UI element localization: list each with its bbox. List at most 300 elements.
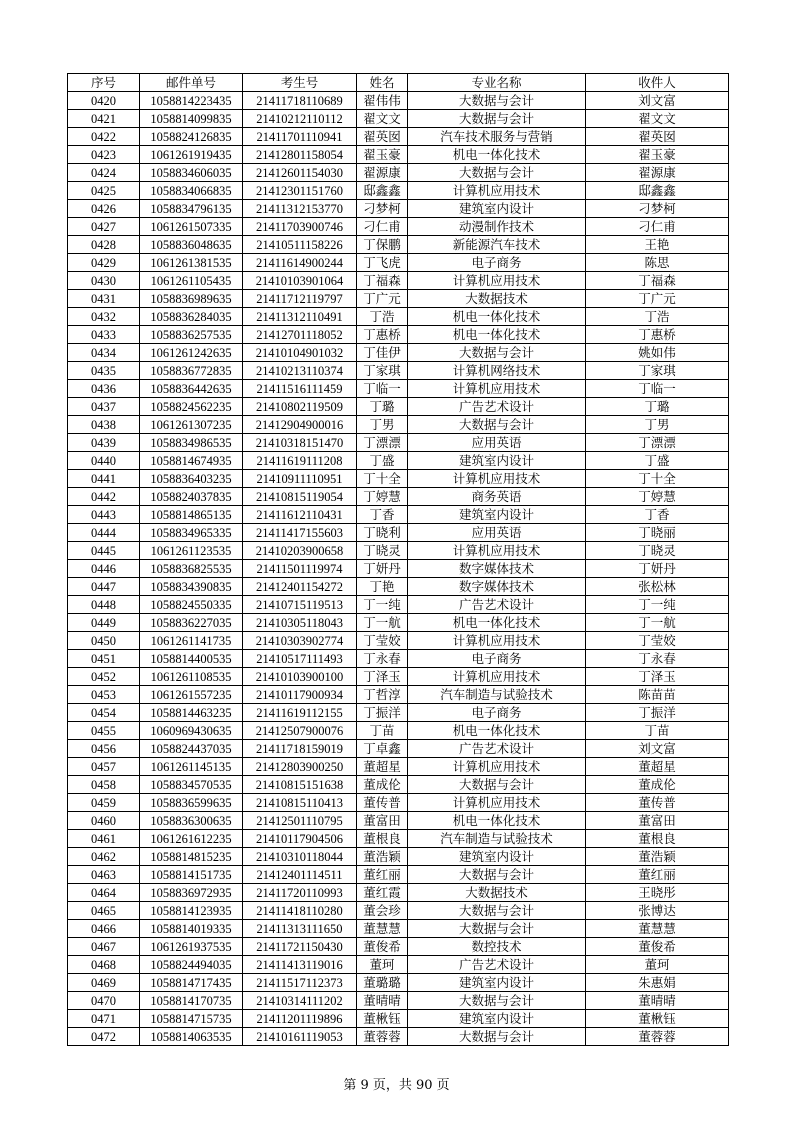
cell-name: 丁婷慧 xyxy=(357,488,408,506)
cell-recipient: 丁莹姣 xyxy=(586,632,729,650)
cell-mail-number: 1061261105435 xyxy=(140,272,243,290)
cell-mail-number: 1058836048635 xyxy=(140,236,243,254)
cell-mail-number: 1061261937535 xyxy=(140,938,243,956)
cell-name: 丁妍丹 xyxy=(357,560,408,578)
cell-name: 董超星 xyxy=(357,758,408,776)
cell-major: 计算机应用技术 xyxy=(408,380,586,398)
table-row xyxy=(68,974,729,992)
cell-serial: 0471 xyxy=(68,1010,140,1028)
cell-mail-number: 1058836599635 xyxy=(140,794,243,812)
cell-name: 翟源康 xyxy=(357,164,408,182)
cell-name: 丁艳 xyxy=(357,578,408,596)
cell-mail-number: 1058824126835 xyxy=(140,128,243,146)
table-row xyxy=(68,866,729,884)
cell-name: 董传普 xyxy=(357,794,408,812)
cell-exam-number: 21410815119054 xyxy=(243,488,357,506)
cell-mail-number: 1058834986535 xyxy=(140,434,243,452)
cell-exam-number: 21410303902774 xyxy=(243,632,357,650)
cell-serial: 0450 xyxy=(68,632,140,650)
cell-name: 刁梦柯 xyxy=(357,200,408,218)
cell-exam-number: 21410103900100 xyxy=(243,668,357,686)
cell-name: 董红霞 xyxy=(357,884,408,902)
cell-exam-number: 21412803900250 xyxy=(243,758,357,776)
cell-serial: 0440 xyxy=(68,452,140,470)
cell-exam-number: 21411619112155 xyxy=(243,704,357,722)
cell-serial: 0443 xyxy=(68,506,140,524)
header-major: 专业名称 xyxy=(408,74,586,92)
cell-mail-number: 1058836442635 xyxy=(140,380,243,398)
cell-major: 广告艺术设计 xyxy=(408,596,586,614)
cell-recipient: 董蓉蓉 xyxy=(586,1028,729,1046)
table-row xyxy=(68,200,729,218)
cell-exam-number: 21410103901064 xyxy=(243,272,357,290)
cell-mail-number: 1058836300635 xyxy=(140,812,243,830)
table-row xyxy=(68,398,729,416)
cell-exam-number: 21410815110413 xyxy=(243,794,357,812)
cell-major: 机电一体化技术 xyxy=(408,308,586,326)
cell-exam-number: 21411201119896 xyxy=(243,1010,357,1028)
cell-mail-number: 1058834570535 xyxy=(140,776,243,794)
cell-mail-number: 1060969430635 xyxy=(140,722,243,740)
cell-exam-number: 21412501110795 xyxy=(243,812,357,830)
header-exam-number: 考生号 xyxy=(243,74,357,92)
cell-serial: 0444 xyxy=(68,524,140,542)
table-row xyxy=(68,434,729,452)
cell-exam-number: 21411721150430 xyxy=(243,938,357,956)
cell-exam-number: 21410802119509 xyxy=(243,398,357,416)
cell-mail-number: 1061261145135 xyxy=(140,758,243,776)
cell-recipient: 刘文富 xyxy=(586,740,729,758)
table-row xyxy=(68,308,729,326)
cell-major: 大数据与会计 xyxy=(408,164,586,182)
cell-major: 商务英语 xyxy=(408,488,586,506)
cell-major: 大数据与会计 xyxy=(408,902,586,920)
cell-serial: 0433 xyxy=(68,326,140,344)
cell-name: 丁永春 xyxy=(357,650,408,668)
table-row xyxy=(68,236,729,254)
cell-major: 建筑室内设计 xyxy=(408,1010,586,1028)
cell-major: 汽车制造与试验技术 xyxy=(408,686,586,704)
cell-recipient: 丁妍丹 xyxy=(586,560,729,578)
cell-recipient: 张松林 xyxy=(586,578,729,596)
table-row xyxy=(68,938,729,956)
cell-name: 董楸钰 xyxy=(357,1010,408,1028)
cell-mail-number: 1058836772835 xyxy=(140,362,243,380)
cell-mail-number: 1058834606035 xyxy=(140,164,243,182)
cell-major: 广告艺术设计 xyxy=(408,398,586,416)
cell-exam-number: 21410310118044 xyxy=(243,848,357,866)
cell-recipient: 董红丽 xyxy=(586,866,729,884)
cell-exam-number: 21411703900746 xyxy=(243,218,357,236)
table-row xyxy=(68,416,729,434)
cell-mail-number: 1058814063535 xyxy=(140,1028,243,1046)
cell-name: 董富田 xyxy=(357,812,408,830)
cell-major: 大数据技术 xyxy=(408,290,586,308)
cell-exam-number: 21410517111493 xyxy=(243,650,357,668)
cell-mail-number: 1058814674935 xyxy=(140,452,243,470)
cell-mail-number: 1058814019335 xyxy=(140,920,243,938)
cell-recipient: 丁苗 xyxy=(586,722,729,740)
cell-exam-number: 21411612110431 xyxy=(243,506,357,524)
cell-exam-number: 21410212110112 xyxy=(243,110,357,128)
cell-exam-number: 21411718110689 xyxy=(243,92,357,110)
table-row xyxy=(68,506,729,524)
cell-major: 大数据与会计 xyxy=(408,92,586,110)
cell-serial: 0430 xyxy=(68,272,140,290)
cell-exam-number: 21410911110951 xyxy=(243,470,357,488)
cell-name: 董慧慧 xyxy=(357,920,408,938)
cell-recipient: 丁广元 xyxy=(586,290,729,308)
table-row xyxy=(68,704,729,722)
cell-recipient: 董富田 xyxy=(586,812,729,830)
cell-exam-number: 21411313111650 xyxy=(243,920,357,938)
cell-major: 计算机应用技术 xyxy=(408,542,586,560)
table-row xyxy=(68,560,729,578)
table-row xyxy=(68,902,729,920)
cell-name: 董俊希 xyxy=(357,938,408,956)
cell-serial: 0453 xyxy=(68,686,140,704)
cell-mail-number: 1058814815235 xyxy=(140,848,243,866)
cell-mail-number: 1061261919435 xyxy=(140,146,243,164)
table-row xyxy=(68,812,729,830)
cell-recipient: 翟英囡 xyxy=(586,128,729,146)
cell-serial: 0449 xyxy=(68,614,140,632)
cell-serial: 0467 xyxy=(68,938,140,956)
cell-exam-number: 21410213110374 xyxy=(243,362,357,380)
cell-serial: 0468 xyxy=(68,956,140,974)
cell-exam-number: 21410318151470 xyxy=(243,434,357,452)
cell-recipient: 丁惠桥 xyxy=(586,326,729,344)
cell-serial: 0442 xyxy=(68,488,140,506)
cell-mail-number: 1058814099835 xyxy=(140,110,243,128)
cell-exam-number: 21412801158054 xyxy=(243,146,357,164)
cell-serial: 0459 xyxy=(68,794,140,812)
cell-name: 丁晓灵 xyxy=(357,542,408,560)
table-row xyxy=(68,992,729,1010)
cell-exam-number: 21411517112373 xyxy=(243,974,357,992)
header-name: 姓名 xyxy=(357,74,408,92)
cell-exam-number: 21410117904506 xyxy=(243,830,357,848)
cell-mail-number: 1058814170735 xyxy=(140,992,243,1010)
cell-major: 数字媒体技术 xyxy=(408,578,586,596)
cell-name: 丁振洋 xyxy=(357,704,408,722)
cell-serial: 0460 xyxy=(68,812,140,830)
cell-mail-number: 1061261612235 xyxy=(140,830,243,848)
cell-exam-number: 21411413119016 xyxy=(243,956,357,974)
cell-serial: 0446 xyxy=(68,560,140,578)
cell-name: 丁卓鑫 xyxy=(357,740,408,758)
table-row xyxy=(68,470,729,488)
cell-major: 大数据与会计 xyxy=(408,992,586,1010)
cell-recipient: 刁仁甫 xyxy=(586,218,729,236)
cell-serial: 0461 xyxy=(68,830,140,848)
cell-serial: 0432 xyxy=(68,308,140,326)
cell-name: 翟玉豪 xyxy=(357,146,408,164)
cell-mail-number: 1058834965335 xyxy=(140,524,243,542)
cell-name: 丁莹姣 xyxy=(357,632,408,650)
cell-name: 董会珍 xyxy=(357,902,408,920)
cell-recipient: 丁十全 xyxy=(586,470,729,488)
cell-recipient: 丁一航 xyxy=(586,614,729,632)
cell-major: 计算机应用技术 xyxy=(408,182,586,200)
cell-serial: 0423 xyxy=(68,146,140,164)
cell-recipient: 陈苗苗 xyxy=(586,686,729,704)
cell-recipient: 丁浩 xyxy=(586,308,729,326)
cell-recipient: 丁一纯 xyxy=(586,596,729,614)
table-row xyxy=(68,578,729,596)
cell-serial: 0441 xyxy=(68,470,140,488)
cell-name: 丁飞虎 xyxy=(357,254,408,272)
cell-recipient: 王晓彤 xyxy=(586,884,729,902)
cell-exam-number: 21410104901032 xyxy=(243,344,357,362)
cell-mail-number: 1058836284035 xyxy=(140,308,243,326)
cell-major: 计算机应用技术 xyxy=(408,272,586,290)
cell-recipient: 丁永春 xyxy=(586,650,729,668)
cell-recipient: 刁梦柯 xyxy=(586,200,729,218)
cell-mail-number: 1058814400535 xyxy=(140,650,243,668)
cell-recipient: 朱惠娟 xyxy=(586,974,729,992)
cell-mail-number: 1058814715735 xyxy=(140,1010,243,1028)
cell-mail-number: 1058824550335 xyxy=(140,596,243,614)
cell-major: 大数据与会计 xyxy=(408,344,586,362)
cell-major: 数字媒体技术 xyxy=(408,560,586,578)
cell-serial: 0470 xyxy=(68,992,140,1010)
table-row xyxy=(68,632,729,650)
cell-name: 丁佳伊 xyxy=(357,344,408,362)
cell-mail-number: 1058836257535 xyxy=(140,326,243,344)
cell-major: 电子商务 xyxy=(408,650,586,668)
cell-name: 丁一纯 xyxy=(357,596,408,614)
cell-name: 董珂 xyxy=(357,956,408,974)
cell-name: 董蓉蓉 xyxy=(357,1028,408,1046)
cell-name: 翟英囡 xyxy=(357,128,408,146)
table-row xyxy=(68,668,729,686)
cell-mail-number: 1058836825535 xyxy=(140,560,243,578)
cell-major: 大数据与会计 xyxy=(408,1028,586,1046)
cell-recipient: 刘文富 xyxy=(586,92,729,110)
cell-serial: 0448 xyxy=(68,596,140,614)
table-row xyxy=(68,146,729,164)
table-row xyxy=(68,272,729,290)
cell-name: 丁保鹏 xyxy=(357,236,408,254)
table-row xyxy=(68,884,729,902)
cell-recipient: 董俊希 xyxy=(586,938,729,956)
table-row xyxy=(68,848,729,866)
table-row xyxy=(68,326,729,344)
cell-recipient: 丁盛 xyxy=(586,452,729,470)
cell-recipient: 董浩颖 xyxy=(586,848,729,866)
cell-serial: 0447 xyxy=(68,578,140,596)
cell-recipient: 丁家琪 xyxy=(586,362,729,380)
cell-major: 大数据与会计 xyxy=(408,110,586,128)
cell-mail-number: 1058836227035 xyxy=(140,614,243,632)
cell-mail-number: 1061261141735 xyxy=(140,632,243,650)
cell-recipient: 丁福森 xyxy=(586,272,729,290)
table-row xyxy=(68,776,729,794)
cell-serial: 0451 xyxy=(68,650,140,668)
cell-mail-number: 1061261381535 xyxy=(140,254,243,272)
cell-name: 丁璐 xyxy=(357,398,408,416)
cell-major: 电子商务 xyxy=(408,704,586,722)
cell-recipient: 翟玉豪 xyxy=(586,146,729,164)
cell-major: 大数据与会计 xyxy=(408,920,586,938)
cell-serial: 0445 xyxy=(68,542,140,560)
cell-mail-number: 1058814717435 xyxy=(140,974,243,992)
cell-name: 丁漂漂 xyxy=(357,434,408,452)
cell-exam-number: 21411417155603 xyxy=(243,524,357,542)
table-row xyxy=(68,722,729,740)
cell-name: 丁哲淳 xyxy=(357,686,408,704)
cell-serial: 0428 xyxy=(68,236,140,254)
cell-major: 建筑室内设计 xyxy=(408,200,586,218)
cell-recipient: 翟文文 xyxy=(586,110,729,128)
cell-major: 建筑室内设计 xyxy=(408,974,586,992)
table-row xyxy=(68,110,729,128)
cell-mail-number: 1058824494035 xyxy=(140,956,243,974)
cell-serial: 0435 xyxy=(68,362,140,380)
cell-recipient: 张博达 xyxy=(586,902,729,920)
cell-name: 董根良 xyxy=(357,830,408,848)
cell-exam-number: 21410161119053 xyxy=(243,1028,357,1046)
cell-mail-number: 1061261123535 xyxy=(140,542,243,560)
cell-major: 计算机应用技术 xyxy=(408,668,586,686)
cell-major: 建筑室内设计 xyxy=(408,452,586,470)
cell-recipient: 丁香 xyxy=(586,506,729,524)
cell-name: 董红丽 xyxy=(357,866,408,884)
table-row xyxy=(68,1028,729,1046)
cell-name: 刁仁甫 xyxy=(357,218,408,236)
cell-name: 丁盛 xyxy=(357,452,408,470)
cell-serial: 0458 xyxy=(68,776,140,794)
cell-serial: 0456 xyxy=(68,740,140,758)
mailing-table xyxy=(67,73,729,1046)
cell-name: 丁家琪 xyxy=(357,362,408,380)
table-row xyxy=(68,614,729,632)
cell-recipient: 董传普 xyxy=(586,794,729,812)
cell-mail-number: 1058814865135 xyxy=(140,506,243,524)
header-serial: 序号 xyxy=(68,74,140,92)
cell-recipient: 董楸钰 xyxy=(586,1010,729,1028)
cell-name: 丁惠桥 xyxy=(357,326,408,344)
cell-name: 邸鑫鑫 xyxy=(357,182,408,200)
cell-mail-number: 1061261557235 xyxy=(140,686,243,704)
cell-exam-number: 21412507900076 xyxy=(243,722,357,740)
cell-name: 董晴晴 xyxy=(357,992,408,1010)
cell-mail-number: 1061261242635 xyxy=(140,344,243,362)
cell-name: 丁一航 xyxy=(357,614,408,632)
cell-exam-number: 21411501119974 xyxy=(243,560,357,578)
cell-mail-number: 1058814151735 xyxy=(140,866,243,884)
cell-major: 计算机网络技术 xyxy=(408,362,586,380)
cell-serial: 0463 xyxy=(68,866,140,884)
cell-mail-number: 1058834066835 xyxy=(140,182,243,200)
cell-serial: 0472 xyxy=(68,1028,140,1046)
cell-name: 丁男 xyxy=(357,416,408,434)
cell-name: 丁苗 xyxy=(357,722,408,740)
cell-mail-number: 1061261108535 xyxy=(140,668,243,686)
cell-exam-number: 21412701118052 xyxy=(243,326,357,344)
cell-exam-number: 21411312153770 xyxy=(243,200,357,218)
cell-major: 计算机应用技术 xyxy=(408,758,586,776)
cell-major: 机电一体化技术 xyxy=(408,812,586,830)
cell-exam-number: 21411701110941 xyxy=(243,128,357,146)
cell-serial: 0424 xyxy=(68,164,140,182)
table-row xyxy=(68,650,729,668)
cell-major: 建筑室内设计 xyxy=(408,848,586,866)
cell-recipient: 丁泽玉 xyxy=(586,668,729,686)
cell-name: 丁浩 xyxy=(357,308,408,326)
table-row xyxy=(68,794,729,812)
table-row xyxy=(68,452,729,470)
cell-mail-number: 1058824562235 xyxy=(140,398,243,416)
cell-major: 机电一体化技术 xyxy=(408,722,586,740)
cell-serial: 0462 xyxy=(68,848,140,866)
cell-name: 丁十全 xyxy=(357,470,408,488)
cell-major: 新能源汽车技术 xyxy=(408,236,586,254)
cell-recipient: 董超星 xyxy=(586,758,729,776)
cell-name: 董成伦 xyxy=(357,776,408,794)
table-row xyxy=(68,362,729,380)
cell-serial: 0452 xyxy=(68,668,140,686)
cell-exam-number: 21411418110280 xyxy=(243,902,357,920)
cell-recipient: 邸鑫鑫 xyxy=(586,182,729,200)
cell-exam-number: 21411516111459 xyxy=(243,380,357,398)
cell-serial: 0469 xyxy=(68,974,140,992)
table-row xyxy=(68,596,729,614)
cell-serial: 0434 xyxy=(68,344,140,362)
cell-exam-number: 21411619111208 xyxy=(243,452,357,470)
table-row xyxy=(68,524,729,542)
cell-mail-number: 1058834796135 xyxy=(140,200,243,218)
cell-exam-number: 21411614900244 xyxy=(243,254,357,272)
cell-recipient: 陈思 xyxy=(586,254,729,272)
cell-serial: 0438 xyxy=(68,416,140,434)
table-row xyxy=(68,218,729,236)
cell-exam-number: 21411718159019 xyxy=(243,740,357,758)
cell-major: 建筑室内设计 xyxy=(408,506,586,524)
cell-serial: 0437 xyxy=(68,398,140,416)
cell-major: 汽车技术服务与营销 xyxy=(408,128,586,146)
cell-serial: 0425 xyxy=(68,182,140,200)
cell-exam-number: 21410314111202 xyxy=(243,992,357,1010)
cell-major: 大数据与会计 xyxy=(408,416,586,434)
cell-mail-number: 1058834390835 xyxy=(140,578,243,596)
cell-exam-number: 21410203900658 xyxy=(243,542,357,560)
cell-name: 丁福森 xyxy=(357,272,408,290)
cell-exam-number: 21412601154030 xyxy=(243,164,357,182)
table-row xyxy=(68,254,729,272)
table-row xyxy=(68,830,729,848)
table-row xyxy=(68,344,729,362)
header-mail-number: 邮件单号 xyxy=(140,74,243,92)
cell-exam-number: 21410117900934 xyxy=(243,686,357,704)
cell-exam-number: 21410305118043 xyxy=(243,614,357,632)
table-row xyxy=(68,290,729,308)
cell-major: 计算机应用技术 xyxy=(408,794,586,812)
cell-serial: 0431 xyxy=(68,290,140,308)
cell-major: 大数据与会计 xyxy=(408,866,586,884)
cell-serial: 0427 xyxy=(68,218,140,236)
cell-recipient: 王艳 xyxy=(586,236,729,254)
table-row xyxy=(68,1010,729,1028)
cell-name: 丁晓利 xyxy=(357,524,408,542)
cell-major: 机电一体化技术 xyxy=(408,614,586,632)
cell-mail-number: 1058814223435 xyxy=(140,92,243,110)
cell-recipient: 丁晓灵 xyxy=(586,542,729,560)
cell-major: 汽车制造与试验技术 xyxy=(408,830,586,848)
table-row xyxy=(68,380,729,398)
cell-exam-number: 21412401114511 xyxy=(243,866,357,884)
